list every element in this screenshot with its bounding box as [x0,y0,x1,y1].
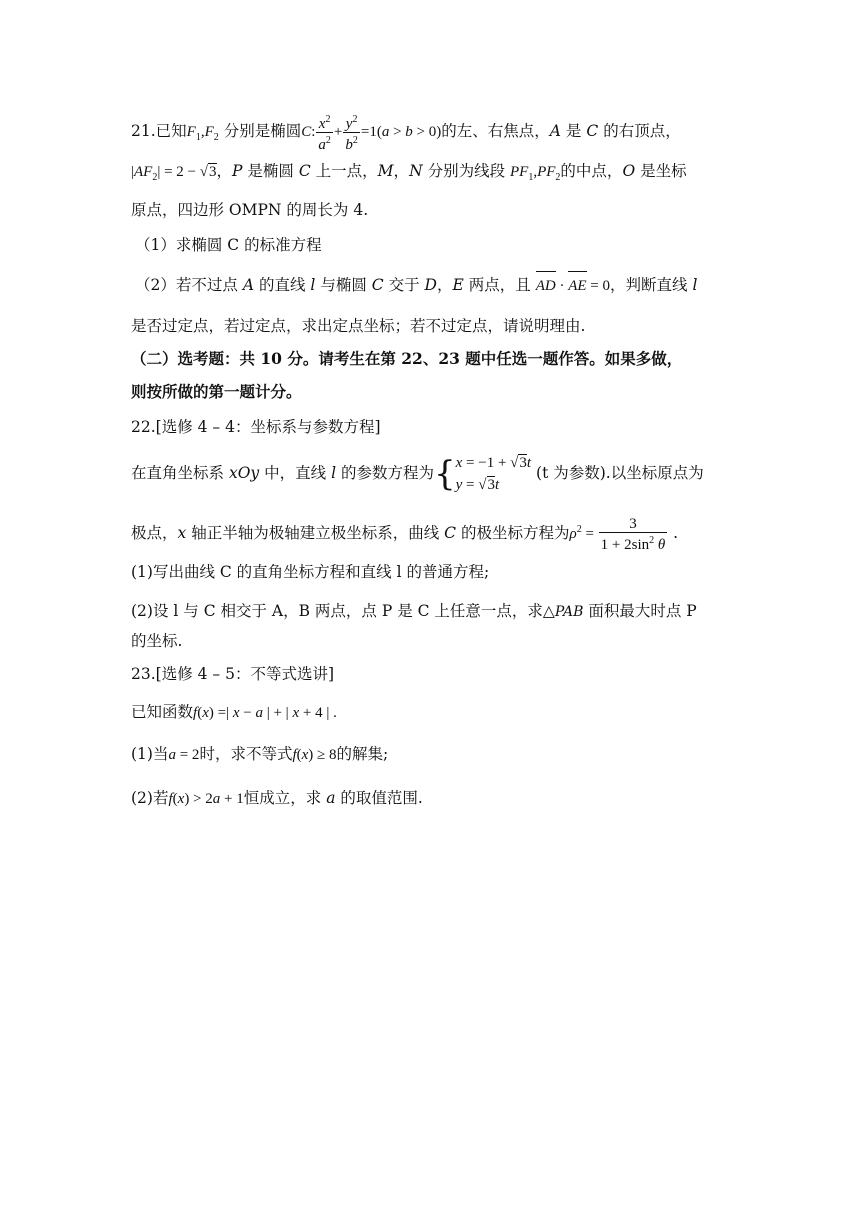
q21-line-3: 原点，四边形 OMPN 的周长为 4. [131,201,369,219]
section-header-line-2: 则按所做的第一题计分。 [131,382,302,401]
q23-part-2: (2)若f(x) > 2a + 1恒成立，求 a 的取值范围. [131,789,423,807]
q22-title: 22.[选修 4 – 4：坐标系与参数方程] [131,418,381,436]
q23-part-1: (1)当a = 2时，求不等式f(x) ≥ 8的解集; [131,745,389,763]
q21-intro: 21.已知 [131,121,187,140]
q21-line-1: 21.已知$F_1,F_2$ 分别是椭圆C: $\frac{x^2}{a^2}$ + $\frac{y^2}{b^2}$ =1(a > b > 0)的左、右焦点，A 是 C 的右顶点， [131,114,681,153]
q23-line-1: 已知函数f(x) =| x − a | + | x + 4 | . [131,703,337,721]
q22-line-1: 在直角坐标系 xOy 中，直线 l 的参数方程为{ x = −1 + √3t y = √3t (t 为参数).以坐标原点为 [131,454,704,494]
q21-line-2: $|AF_2| = 2 - √3$，P 是椭圆 C 上一点，M，N 分别为线段 $PF_1,PF_2$的中点，O 是坐标 [131,162,687,183]
q21-part-2-line-2: 是否过定点，若过定点，求出定点坐标；若不过定点，请说明理由. [131,317,586,335]
q22-line-2: 极点，x 轴正半轴为极轴建立极坐标系，曲线 C 的极坐标方程为$\rho^2$ = $\frac{3}{1 + 2\sin^2 \theta}$ . [131,516,679,553]
q22-part-2: (2)设 l 与 C 相交于 A，B 两点，点 P 是 C 上任意一点，求△PAB 面积最大时点 P [131,602,697,620]
q23-title: 23.[选修 4 – 5：不等式选讲] [131,665,334,683]
q21-part-1: （1）求椭圆 C 的标准方程 [135,236,322,254]
q22-part-2-line-2: 的坐标. [131,632,183,650]
q22-part-1: (1)写出曲线 C 的直角坐标方程和直线 l 的普通方程; [131,563,490,581]
section-header-line-1: （二）选考题：共 10 分。请考生在第 22、23 题中任选一题作答。如果多做， [131,349,683,368]
q21-part-2: （2）若不过点 A 的直线 l 与椭圆 C 交于 D，E 两点，且 AD · AE = 0，判断直线 l [135,274,697,297]
